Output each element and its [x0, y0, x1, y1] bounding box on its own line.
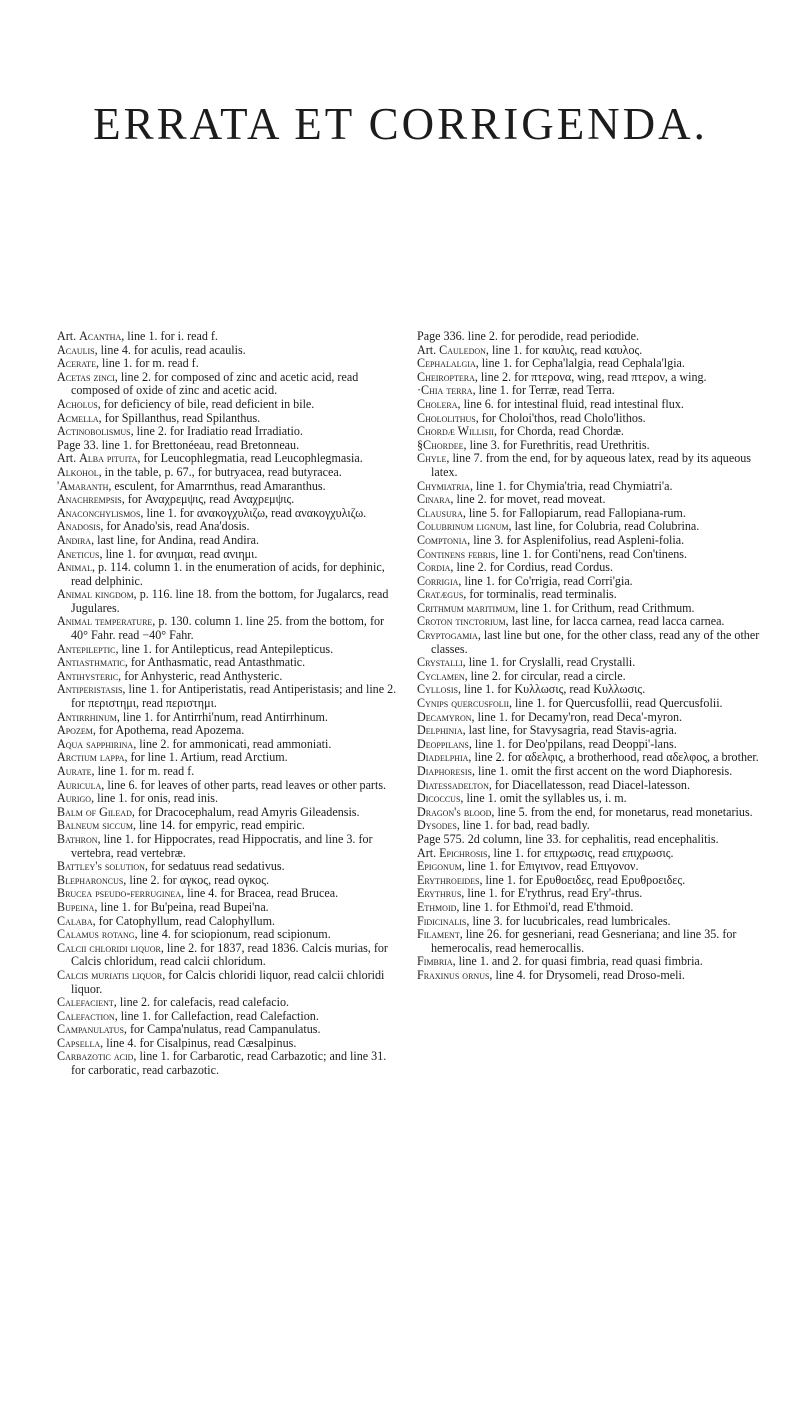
- errata-entry: [417, 587, 767, 602]
- errata-entry: [417, 696, 767, 711]
- errata-entry: [57, 818, 397, 833]
- entry-headword: Diadelphia,: [417, 750, 472, 765]
- entry-headword: Carbazotic acid,: [57, 1049, 137, 1064]
- entry-correction: line 1. for bad, read badly.: [459, 818, 590, 833]
- errata-entry: [417, 532, 767, 548]
- entry-correction: line 1. for Co'rrigia, read Corri'gia.: [461, 573, 633, 588]
- errata-entry: [57, 614, 397, 643]
- errata-entry: [417, 492, 767, 507]
- entry-correction: for Campa'nulatus, read Campanulatus.: [126, 1022, 321, 1037]
- entry-correction: line 14. for empyric, read empiric.: [136, 818, 305, 833]
- entry-headword: Anachrempsis,: [57, 492, 125, 507]
- errata-entry: [417, 845, 767, 861]
- entry-headword: Colubrinum lignum,: [417, 519, 512, 534]
- errata-entry: [57, 560, 397, 588]
- errata-entry: [57, 396, 397, 412]
- errata-entry: [417, 478, 767, 494]
- entry-headword: Bupeina,: [57, 899, 98, 914]
- errata-entry: [57, 451, 397, 466]
- entry-headword: Dicoccus,: [417, 791, 464, 806]
- errata-entry: [57, 532, 397, 548]
- errata-entry: [417, 764, 767, 779]
- errata-entry: [417, 682, 767, 697]
- entry-correction: line 2. for 1837, read 1836. Calcis murias, for Calcis chloridum, read calcii chloridum.: [71, 940, 388, 969]
- entry-headword: Auricula,: [57, 777, 105, 792]
- entry-headword: Crithmum maritimum,: [417, 600, 519, 615]
- errata-entry: [57, 899, 397, 915]
- entry-headword: Crystalli,: [417, 655, 466, 670]
- errata-entry: [57, 831, 397, 860]
- errata-entry: [417, 356, 767, 371]
- entry-headword: Dragon's blood,: [417, 804, 495, 819]
- entry-correction: for Apothema, read Apozema.: [95, 723, 245, 738]
- entry-headword: Battley's solution,: [57, 859, 148, 874]
- entry-headword: Epigonum,: [417, 859, 465, 874]
- entry-headword: Deoppilans,: [417, 736, 472, 751]
- entry-headword: Chordæ Willisii,: [417, 424, 497, 439]
- errata-entry: [57, 668, 397, 684]
- entry-headword: Filament,: [417, 927, 463, 942]
- entry-prefix: Art.: [417, 845, 440, 860]
- entry-correction: for Anado'sis, read Ana'dosis.: [103, 519, 250, 534]
- entry-headword: Apozem,: [57, 723, 96, 738]
- entry-correction: for deficiency of bile, read deficient in bile.: [100, 396, 315, 411]
- entry-correction: line 4. for aculis, read acaulis.: [97, 342, 246, 357]
- entry-headword: Calefaction,: [57, 1008, 118, 1023]
- errata-entry: [57, 927, 397, 942]
- entry-correction: p. 130. column 1. line 25. from the bottom, for 40° Fahr. read −40° Fahr.: [71, 614, 385, 643]
- entry-correction: line 5. from the end, for monetarus, read monetarius.: [494, 804, 753, 819]
- entry-correction: line 4. for sciopionum, read scipionum.: [137, 927, 331, 942]
- entry-headword: Cyllosis,: [417, 682, 461, 697]
- entry-correction: line 6. for leaves of other parts, read leaves or other parts.: [104, 777, 387, 792]
- errata-entry: [57, 1049, 397, 1078]
- errata-entry: [417, 600, 767, 616]
- errata-entry: [57, 478, 397, 494]
- entry-headword: Animal,: [57, 560, 95, 575]
- entry-headword: Antirrhinum,: [57, 709, 120, 724]
- entry-correction: line 1. for Επιγινον, read Επιγονον.: [464, 859, 639, 874]
- errata-entry: [417, 818, 767, 833]
- entry-correction: p. 116. line 18. from the bottom, for Jugalarcs, read Jugulares.: [71, 587, 389, 615]
- errata-entry: [417, 519, 767, 534]
- errata-entry: [417, 437, 767, 453]
- entry-correction: for Anthasmatic, read Antasthmatic.: [127, 655, 306, 670]
- entry-headword: Decamyron,: [417, 709, 475, 724]
- entry-headword: Fraxinus ornus,: [417, 967, 493, 982]
- errata-entry: [417, 777, 767, 793]
- entry-headword: Andira,: [57, 532, 95, 547]
- entry-correction: for Leucophlegmatia, read Leucophlegmasia.: [140, 451, 363, 466]
- errata-entry: [57, 750, 397, 765]
- entry-headword: Chia terra,: [421, 383, 476, 398]
- entry-prefix: Page 336. line 2. for perodide, read periodide.: [417, 329, 639, 343]
- entry-headword: Acetas zinci,: [57, 369, 118, 384]
- entry-headword: Corrigia,: [417, 573, 462, 588]
- entry-headword: Acantha,: [79, 329, 125, 343]
- entry-prefix: ': [57, 478, 60, 493]
- errata-entry: [57, 464, 397, 480]
- entry-correction: last line, for lacca carnea, read lacca carnea.: [508, 614, 725, 629]
- entry-correction: for Dracocephalum, read Amyris Gileadensis.: [134, 804, 360, 819]
- errata-entry: [417, 383, 767, 398]
- entry-headword: Balm of Gilead,: [57, 804, 135, 819]
- errata-entry: [57, 424, 397, 439]
- entry-headword: Alba pituita,: [79, 451, 141, 466]
- errata-entry: [417, 723, 767, 738]
- entry-correction: line 1. for Decamy'ron, read Deca'-myron.: [474, 709, 683, 724]
- entry-headword: Cephalalgia,: [417, 356, 479, 371]
- left-column: [57, 330, 397, 1078]
- entry-correction: line 2. for Cordius, read Cordus.: [453, 560, 613, 575]
- entry-correction: line 2. for πτερονα, wing, read πτερον, a wing.: [477, 369, 707, 384]
- entry-correction: for Diacellatesson, read Diacel-latesson.: [491, 777, 690, 792]
- errata-entry: [417, 342, 767, 358]
- entry-headword: Antepileptic,: [57, 641, 119, 656]
- errata-entry: [57, 859, 397, 874]
- entry-headword: Bathron,: [57, 831, 101, 846]
- errata-entry: [417, 329, 767, 344]
- entry-correction: line 1. for i. read f.: [124, 329, 218, 343]
- entry-correction: line 2. for αδελφις, a brotherhood, read αδελφος, a brother.: [471, 750, 759, 765]
- entry-headword: Calamus rotang,: [57, 927, 138, 942]
- entry-correction: line 6. for intestinal fluid, read intestinal flux.: [460, 396, 684, 411]
- entry-correction: line 2. for calefacis, read calefacio.: [116, 995, 290, 1010]
- entry-correction: line 1. for Terræ, read Terra.: [475, 383, 615, 398]
- entry-correction: for Catophyllum, read Calophyllum.: [95, 913, 276, 928]
- entry-correction: line 1. omit the first accent on the word Diaphoresis.: [475, 764, 733, 778]
- entry-headword: Calaba,: [57, 913, 96, 928]
- entry-correction: line 1. for m. read f.: [98, 356, 199, 371]
- errata-entry: [417, 967, 767, 983]
- entry-headword: Animal temperature,: [57, 614, 156, 629]
- entry-correction: line 1. for Carbarotic, read Carbazotic; and line 31. for carboratic, read carbazotic.: [71, 1049, 387, 1078]
- entry-correction: last line, for Andina, read Andira.: [94, 532, 259, 547]
- entry-headword: Chordee,: [423, 437, 467, 452]
- entry-correction: line 1. for Ethmoi'd, read E'thmoid.: [459, 899, 634, 914]
- entry-correction: line 4. for Drysomeli, read Droso-meli.: [492, 967, 685, 982]
- errata-entry: [417, 505, 767, 521]
- entry-headword: Anaconchylismos,: [57, 505, 144, 520]
- entry-correction: for Anhysteric, read Anthysteric.: [121, 668, 283, 683]
- entry-correction: line 1. for Antiperistatis, read Antiperistasis; and line 2. for περιστημι, read περιστημι.: [71, 682, 397, 711]
- entry-correction: for line 1. Artium, read Arctium.: [127, 750, 288, 765]
- entry-headword: Croton tinctorium,: [417, 614, 509, 629]
- entry-correction: last line, for Colubria, read Colubrina.: [511, 519, 700, 534]
- entry-headword: Chymiatria,: [417, 478, 473, 493]
- entry-headword: Brucea pseudo-ferruginea,: [57, 886, 185, 901]
- entry-headword: Cynips quercusfolii,: [417, 696, 513, 711]
- entry-correction: line 1. for Hippocrates, read Hippocratis, and line 3. for vertebra, read vertebræ.: [71, 831, 373, 860]
- errata-entry: [417, 927, 767, 955]
- entry-correction: line 1. for Antirrhi'num, read Antirrhinum.: [119, 709, 328, 724]
- entry-headword: Cordia,: [417, 560, 454, 575]
- errata-entry: [57, 791, 397, 806]
- entry-headword: Arctium lappa,: [57, 750, 128, 765]
- entry-headword: Blepharoncus,: [57, 872, 127, 887]
- entry-correction: line 1. for επιχρωσις, read επιχρωσις.: [490, 845, 674, 860]
- entry-correction: for Spillanthus, read Spilanthus.: [101, 410, 261, 425]
- entry-correction: for Αναχρεμψις, read Αναχρεμψις.: [124, 492, 295, 507]
- errata-entry: [417, 614, 767, 629]
- entry-headword: Actinobolismus,: [57, 424, 134, 439]
- entry-correction: line 7. from the end, for by aqueous latex, read by its aqueous latex.: [431, 451, 752, 479]
- entry-correction: line 1. for καυλις, read καυλος.: [488, 342, 643, 357]
- entry-correction: line 1. for Cryslalli, read Crystalli.: [465, 655, 636, 670]
- entry-headword: Antiperistasis,: [57, 682, 126, 697]
- entry-correction: for Calcis chloridi liquor, read calcii chloridi liquor.: [71, 967, 385, 996]
- errata-entry: [57, 369, 397, 398]
- errata-entry: [417, 791, 767, 806]
- errata-entry: [57, 872, 397, 888]
- entry-correction: line 1. for E'rythrus, read Ery'-thrus.: [464, 886, 643, 901]
- entry-correction: line 1. for Cepha'lalgia, read Cephala'lgia.: [478, 356, 685, 371]
- entry-headword: Acholus,: [57, 396, 101, 411]
- entry-headword: Ethmoid,: [417, 899, 460, 914]
- entry-correction: line 1. for Chymia'tria, read Chymiatri'a.: [472, 478, 673, 493]
- entry-headword: Acerate,: [57, 356, 99, 371]
- errata-entry: [57, 967, 397, 996]
- entry-headword: Aneticus,: [57, 546, 103, 561]
- entry-headword: Epichrosis,: [439, 845, 491, 860]
- entry-headword: Antihysteric,: [57, 668, 122, 683]
- entry-prefix: ·: [417, 383, 422, 398]
- errata-entry: [417, 628, 767, 656]
- entry-correction: for sedatuus read sedativus.: [147, 859, 285, 874]
- entry-headword: Continens febris,: [417, 546, 499, 561]
- entry-headword: Cratægus,: [417, 587, 467, 602]
- entry-headword: Cyclamen,: [417, 668, 468, 683]
- errata-entry: [417, 424, 767, 439]
- entry-headword: Campanulatus,: [57, 1022, 127, 1037]
- entry-correction: for torminalis, read terminalis.: [466, 587, 617, 602]
- entry-correction: line 1. for ανιημαι, read ανιημι.: [102, 546, 258, 561]
- entry-prefix: Art.: [57, 329, 80, 343]
- entry-correction: line 2. for ammonicati, read ammoniati.: [136, 736, 332, 751]
- entry-correction: line 1. for Crithum, read Crithmum.: [518, 600, 695, 615]
- entry-headword: Cryptogamia,: [417, 628, 481, 643]
- entry-headword: Calcii chloridi liquor,: [57, 940, 164, 955]
- entry-headword: Capsella,: [57, 1035, 104, 1050]
- entry-headword: Clausura,: [417, 505, 466, 520]
- errata-entry: [417, 804, 767, 820]
- errata-entry: [417, 886, 767, 901]
- entry-correction: line 1. for Quercusfollii, read Quercusfolii.: [512, 696, 723, 711]
- errata-entry: [417, 451, 767, 479]
- entry-correction: line 26. for gesneriani, read Gesneriana; and line 35. for hemerocalis, read hemerocallis.: [431, 927, 737, 955]
- entry-headword: Aurate,: [57, 764, 95, 778]
- entry-headword: Alkohol,: [57, 464, 102, 479]
- errata-entry: [57, 736, 397, 752]
- page-title: ERRATA ET CORRIGENDA.: [93, 99, 708, 149]
- errata-entry: [57, 1035, 397, 1051]
- entry-headword: Aurigo,: [57, 791, 95, 806]
- entry-headword: Chololithus,: [417, 410, 479, 425]
- errata-entry: [57, 723, 397, 738]
- errata-entry: [417, 750, 767, 765]
- entry-headword: Erythroeides,: [417, 872, 483, 887]
- entry-headword: Cauledon,: [439, 342, 489, 357]
- entry-headword: Aqua sapphirina,: [57, 736, 137, 751]
- errata-entry: [417, 560, 767, 575]
- entry-correction: line 4. for Bracea, read Brucea.: [184, 886, 339, 901]
- errata-entry: [57, 655, 397, 670]
- entry-correction: esculent, for Amarrnthus, read Amaranthus.: [111, 478, 326, 493]
- errata-entry: [57, 356, 397, 371]
- entry-correction: line 1. for Callefaction, read Calefaction.: [117, 1008, 319, 1023]
- entry-headword: Amaranth,: [59, 478, 112, 493]
- entry-headword: Cinara,: [417, 492, 454, 507]
- entry-correction: line 3. for Asplenifolius, read Aspleni-folia.: [470, 532, 685, 547]
- entry-correction: line 2. for circular, read a circle.: [467, 668, 626, 683]
- entry-correction: line 4. for Cisalpinus, read Cæsalpinus.: [103, 1035, 297, 1050]
- entry-prefix: Art.: [417, 342, 440, 357]
- entry-correction: line 1. omit the syllables us, i. m.: [463, 791, 627, 806]
- entry-headword: Cholera,: [417, 396, 461, 411]
- entry-headword: Chyle,: [417, 451, 450, 466]
- entry-correction: line 2. for movet, read moveat.: [453, 492, 606, 507]
- entry-correction: line 1. for Bu'peina, read Bupei'na.: [97, 899, 269, 914]
- errata-entry: [417, 668, 767, 684]
- entry-headword: Balneum siccum,: [57, 818, 137, 833]
- entry-prefix: Art.: [57, 451, 80, 466]
- entry-correction: p. 114. column 1. in the enumeration of acids, for dephinic, read delphinic.: [71, 560, 385, 588]
- errata-entry: [57, 492, 397, 507]
- errata-entry: [57, 709, 397, 725]
- entry-correction: line 3. for Furethritis, read Urethritis.: [466, 437, 650, 452]
- entry-correction: line 2. for Iradiatio read Irradiatio.: [133, 424, 303, 439]
- entry-headword: Acaulis,: [57, 342, 98, 357]
- errata-entry: [57, 342, 397, 358]
- entry-correction: in the table, p. 67., for butryacea, read butyracea.: [101, 464, 342, 479]
- entry-correction: line 2. for αγκος, read ογκος.: [126, 872, 270, 887]
- errata-entry: [417, 396, 767, 412]
- entry-correction: line 1. for Ερυθοειδες, read Ερυθροειδες.: [482, 872, 686, 887]
- entry-correction: line 1. for m. read f.: [94, 764, 195, 778]
- errata-entry: [417, 736, 767, 752]
- errata-entry: [57, 519, 397, 534]
- errata-entry: [417, 369, 767, 385]
- errata-entry: [57, 777, 397, 793]
- entry-headword: Dysodes,: [417, 818, 460, 833]
- errata-entry: [57, 886, 397, 901]
- errata-entry: [417, 546, 767, 562]
- errata-entry: [57, 913, 397, 929]
- errata-entry: [57, 546, 397, 562]
- errata-entry: [57, 1008, 397, 1024]
- errata-entry: [57, 995, 397, 1010]
- errata-entry: [417, 709, 767, 725]
- errata-entry: [57, 437, 397, 453]
- errata-entry: [417, 872, 767, 888]
- errata-entry: [57, 641, 397, 657]
- entry-headword: Fimbria,: [417, 954, 456, 969]
- entry-correction: line 1. for onis, read inis.: [94, 791, 219, 806]
- errata-entry: [57, 940, 397, 969]
- entry-correction: line 1. for Antilepticus, read Antepilepticus.: [118, 641, 334, 656]
- errata-entry: [57, 505, 397, 521]
- entry-headword: Anadosis,: [57, 519, 104, 534]
- entry-correction: line 1. and 2. for quasi fimbria, read quasi fimbria.: [455, 954, 703, 969]
- errata-entry: [57, 682, 397, 711]
- entry-correction: last line but one, for the other class, read any of the other classes.: [431, 628, 760, 656]
- errata-entry: [57, 410, 397, 426]
- entry-correction: for Choloi'thos, read Cholo'lithos.: [478, 410, 646, 425]
- entry-correction: for Chorda, read Chordæ.: [496, 424, 624, 439]
- errata-entry: [417, 859, 767, 874]
- entry-correction: line 1. for ανακογχυλιζω, read ανακογχυλιζω.: [143, 505, 367, 520]
- entry-prefix: Page 575. 2d column, line 33. for cephalitis, read encephalitis.: [417, 831, 719, 846]
- entry-headword: Diatessadelton,: [417, 777, 492, 792]
- entry-prefix: Page 33. line 1. for Brettonéeau, read Bretonneau.: [57, 437, 300, 452]
- entry-correction: line 3. for lucubricales, read lumbricales.: [469, 913, 671, 928]
- errata-entry: [417, 655, 767, 670]
- entry-headword: Cheiroptera,: [417, 369, 478, 384]
- errata-entry: [57, 1022, 397, 1037]
- errata-entry: [417, 410, 767, 426]
- entry-headword: Calcis muriatis liquor,: [57, 967, 166, 982]
- errata-entry: [57, 764, 397, 779]
- right-column: [417, 330, 767, 983]
- entry-headword: Comptonia,: [417, 532, 471, 547]
- entry-correction: line 1. for Κυλλωσις, read Κυλλωσις.: [460, 682, 646, 697]
- entry-headword: Erythrus,: [417, 886, 465, 901]
- entry-headword: Acmella,: [57, 410, 102, 425]
- errata-entry: [417, 831, 767, 847]
- entry-headword: Calefacient,: [57, 995, 117, 1010]
- entry-headword: Animal kingdom,: [57, 587, 137, 602]
- entry-correction: last line, for Stavysagria, read Stavis-agria.: [465, 723, 677, 738]
- errata-entry: [57, 804, 397, 820]
- entry-headword: Fidicinalis,: [417, 913, 470, 928]
- entry-correction: line 1. for Conti'nens, read Con'tinens.: [498, 546, 687, 561]
- entry-headword: Antiasthmatic,: [57, 655, 128, 670]
- errata-entry: [417, 573, 767, 589]
- entry-correction: line 1. for Deo'ppilans, read Deoppi'-lans.: [471, 736, 677, 751]
- entry-correction: line 5. for Fallopiarum, read Fallopiana-rum.: [465, 505, 686, 520]
- entry-headword: Diaphoresis,: [417, 764, 475, 778]
- errata-entry: [417, 913, 767, 929]
- entry-correction: line 2. for composed of zinc and acetic acid, read composed of oxide of zinc and acetic acid.: [71, 369, 359, 398]
- errata-entry: [417, 954, 767, 969]
- errata-entry: [57, 329, 397, 344]
- entry-prefix: §: [417, 437, 424, 452]
- entry-headword: Delphinia,: [417, 723, 466, 738]
- errata-entry: [417, 899, 767, 915]
- errata-entry: [57, 587, 397, 615]
